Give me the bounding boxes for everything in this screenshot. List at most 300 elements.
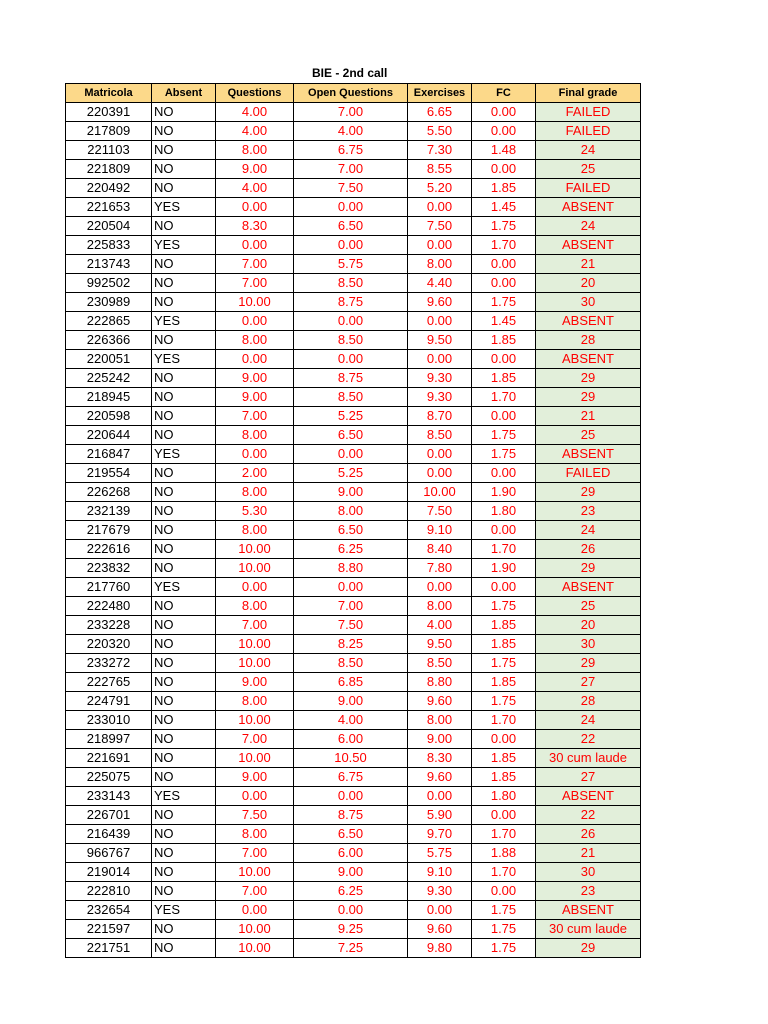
questions-cell: 10.00 [216,749,294,768]
exercises-cell: 9.00 [408,730,472,749]
final-grade-cell: 28 [536,331,641,350]
final-grade-cell: 25 [536,597,641,616]
matricola-cell: 226701 [66,806,152,825]
open-questions-cell: 6.75 [294,141,408,160]
questions-cell: 7.00 [216,616,294,635]
questions-cell: 4.00 [216,122,294,141]
open-questions-cell: 6.50 [294,825,408,844]
final-grade-cell: 25 [536,426,641,445]
questions-cell: 10.00 [216,559,294,578]
exercises-cell: 0.00 [408,236,472,255]
questions-cell: 8.00 [216,331,294,350]
absent-cell: NO [152,179,216,198]
open-questions-cell: 0.00 [294,901,408,920]
open-questions-cell: 8.50 [294,388,408,407]
open-questions-cell: 8.50 [294,274,408,293]
matricola-cell: 217679 [66,521,152,540]
matricola-cell: 233010 [66,711,152,730]
matricola-cell: 233228 [66,616,152,635]
questions-cell: 2.00 [216,464,294,483]
fc-cell: 0.00 [472,521,536,540]
absent-cell: NO [152,616,216,635]
absent-cell: YES [152,578,216,597]
final-grade-cell: 26 [536,825,641,844]
fc-cell: 1.85 [472,749,536,768]
column-header-absent: Absent [152,84,216,103]
fc-cell: 0.00 [472,122,536,141]
questions-cell: 8.00 [216,426,294,445]
open-questions-cell: 7.50 [294,616,408,635]
matricola-cell: 232139 [66,502,152,521]
matricola-cell: 233272 [66,654,152,673]
exercises-cell: 8.30 [408,749,472,768]
column-header-final-grade: Final grade [536,84,641,103]
table-row [66,654,641,673]
open-questions-cell: 8.50 [294,654,408,673]
table-row [66,901,641,920]
table-row [66,445,641,464]
table-row [66,255,641,274]
exercises-cell: 0.00 [408,198,472,217]
matricola-cell: 217809 [66,122,152,141]
questions-cell: 9.00 [216,673,294,692]
questions-cell: 10.00 [216,293,294,312]
final-grade-cell: 24 [536,141,641,160]
table-row [66,179,641,198]
open-questions-cell: 7.00 [294,597,408,616]
final-grade-cell: 22 [536,730,641,749]
final-grade-cell: ABSENT [536,312,641,331]
absent-cell: NO [152,825,216,844]
table-row [66,331,641,350]
table-row [66,407,641,426]
absent-cell: NO [152,255,216,274]
questions-cell: 0.00 [216,578,294,597]
final-grade-cell: 30 [536,635,641,654]
questions-cell: 9.00 [216,160,294,179]
table-row [66,521,641,540]
table-row [66,464,641,483]
open-questions-cell: 7.00 [294,103,408,122]
table-row [66,730,641,749]
absent-cell: YES [152,445,216,464]
fc-cell: 1.75 [472,939,536,958]
exercises-cell: 0.00 [408,445,472,464]
exercises-cell: 7.50 [408,217,472,236]
exercises-cell: 9.30 [408,882,472,901]
exercises-cell: 5.90 [408,806,472,825]
final-grade-cell: ABSENT [536,350,641,369]
questions-cell: 4.00 [216,103,294,122]
table-row [66,768,641,787]
exercises-cell: 0.00 [408,578,472,597]
questions-cell: 5.30 [216,502,294,521]
matricola-cell: 220320 [66,635,152,654]
open-questions-cell: 7.50 [294,179,408,198]
exercises-cell: 7.50 [408,502,472,521]
open-questions-cell: 8.75 [294,806,408,825]
questions-cell: 8.00 [216,692,294,711]
final-grade-cell: 29 [536,939,641,958]
exercises-cell: 10.00 [408,483,472,502]
open-questions-cell: 7.00 [294,160,408,179]
matricola-cell: 219014 [66,863,152,882]
final-grade-cell: 23 [536,882,641,901]
absent-cell: NO [152,141,216,160]
table-row [66,350,641,369]
column-header-exercises: Exercises [408,84,472,103]
fc-cell: 0.00 [472,103,536,122]
fc-cell: 1.75 [472,217,536,236]
table-body [66,103,641,958]
questions-cell: 7.00 [216,730,294,749]
final-grade-cell: 29 [536,654,641,673]
fc-cell: 1.48 [472,141,536,160]
exercises-cell: 8.00 [408,255,472,274]
matricola-cell: 225833 [66,236,152,255]
table-row [66,635,641,654]
absent-cell: NO [152,160,216,179]
table-row [66,711,641,730]
questions-cell: 7.00 [216,274,294,293]
exercises-cell: 8.80 [408,673,472,692]
table-row [66,939,641,958]
table-row [66,559,641,578]
matricola-cell: 223832 [66,559,152,578]
absent-cell: NO [152,103,216,122]
final-grade-cell: 20 [536,274,641,293]
open-questions-cell: 8.75 [294,369,408,388]
fc-cell: 1.85 [472,369,536,388]
open-questions-cell: 8.00 [294,502,408,521]
table-row [66,217,641,236]
matricola-cell: 220598 [66,407,152,426]
open-questions-cell: 6.75 [294,768,408,787]
final-grade-cell: 27 [536,768,641,787]
open-questions-cell: 0.00 [294,312,408,331]
table-row [66,578,641,597]
absent-cell: NO [152,559,216,578]
absent-cell: YES [152,198,216,217]
final-grade-cell: 24 [536,217,641,236]
open-questions-cell: 6.50 [294,426,408,445]
exercises-cell: 9.60 [408,768,472,787]
open-questions-cell: 8.50 [294,331,408,350]
open-questions-cell: 8.80 [294,559,408,578]
absent-cell: YES [152,787,216,806]
fc-cell: 0.00 [472,274,536,293]
matricola-cell: 220391 [66,103,152,122]
exercises-cell: 4.00 [408,616,472,635]
matricola-cell: 213743 [66,255,152,274]
absent-cell: NO [152,540,216,559]
fc-cell: 1.90 [472,483,536,502]
fc-cell: 1.75 [472,920,536,939]
fc-cell: 0.00 [472,160,536,179]
questions-cell: 10.00 [216,939,294,958]
open-questions-cell: 9.00 [294,863,408,882]
matricola-cell: 218945 [66,388,152,407]
absent-cell: NO [152,673,216,692]
final-grade-cell: 20 [536,616,641,635]
open-questions-cell: 7.25 [294,939,408,958]
questions-cell: 8.00 [216,521,294,540]
open-questions-cell: 6.00 [294,730,408,749]
fc-cell: 1.75 [472,293,536,312]
table-row [66,673,641,692]
matricola-cell: 221597 [66,920,152,939]
absent-cell: NO [152,768,216,787]
open-questions-cell: 5.75 [294,255,408,274]
questions-cell: 9.00 [216,388,294,407]
absent-cell: NO [152,882,216,901]
table-row [66,863,641,882]
final-grade-cell: ABSENT [536,901,641,920]
matricola-cell: 216847 [66,445,152,464]
open-questions-cell: 9.25 [294,920,408,939]
table-row [66,198,641,217]
exercises-cell: 8.00 [408,711,472,730]
matricola-cell: 221103 [66,141,152,160]
matricola-cell: 225242 [66,369,152,388]
final-grade-cell: 21 [536,255,641,274]
column-header-fc: FC [472,84,536,103]
questions-cell: 8.00 [216,483,294,502]
exercises-cell: 9.60 [408,692,472,711]
final-grade-cell: 27 [536,673,641,692]
final-grade-cell: 28 [536,692,641,711]
absent-cell: NO [152,692,216,711]
absent-cell: NO [152,369,216,388]
questions-cell: 10.00 [216,711,294,730]
final-grade-cell: FAILED [536,122,641,141]
table-row [66,597,641,616]
questions-cell: 7.00 [216,407,294,426]
matricola-cell: 220504 [66,217,152,236]
exercises-cell: 8.55 [408,160,472,179]
table-row [66,787,641,806]
fc-cell: 1.85 [472,768,536,787]
final-grade-cell: 21 [536,844,641,863]
table-row [66,749,641,768]
final-grade-cell: 30 cum laude [536,920,641,939]
absent-cell: NO [152,844,216,863]
open-questions-cell: 5.25 [294,464,408,483]
fc-cell: 1.85 [472,635,536,654]
matricola-cell: 221653 [66,198,152,217]
exercises-cell: 7.30 [408,141,472,160]
absent-cell: NO [152,749,216,768]
open-questions-cell: 0.00 [294,787,408,806]
absent-cell: NO [152,331,216,350]
final-grade-cell: ABSENT [536,445,641,464]
fc-cell: 1.75 [472,901,536,920]
fc-cell: 1.75 [472,654,536,673]
fc-cell: 1.88 [472,844,536,863]
open-questions-cell: 8.25 [294,635,408,654]
fc-cell: 1.45 [472,312,536,331]
questions-cell: 0.00 [216,901,294,920]
final-grade-cell: 29 [536,559,641,578]
fc-cell: 0.00 [472,730,536,749]
table-row [66,312,641,331]
exercises-cell: 9.30 [408,369,472,388]
questions-cell: 8.00 [216,825,294,844]
absent-cell: NO [152,635,216,654]
matricola-cell: 217760 [66,578,152,597]
absent-cell: NO [152,730,216,749]
final-grade-cell: 30 [536,863,641,882]
exercises-cell: 9.80 [408,939,472,958]
exercises-cell: 9.50 [408,635,472,654]
final-grade-cell: ABSENT [536,198,641,217]
matricola-cell: 226268 [66,483,152,502]
exercises-cell: 8.50 [408,654,472,673]
final-grade-cell: 24 [536,521,641,540]
absent-cell: NO [152,502,216,521]
questions-cell: 10.00 [216,654,294,673]
absent-cell: YES [152,312,216,331]
table-row [66,274,641,293]
open-questions-cell: 0.00 [294,578,408,597]
open-questions-cell: 9.00 [294,483,408,502]
fc-cell: 1.45 [472,198,536,217]
table-row [66,692,641,711]
questions-cell: 0.00 [216,236,294,255]
open-questions-cell: 4.00 [294,122,408,141]
table-row [66,369,641,388]
fc-cell: 1.85 [472,331,536,350]
matricola-cell: 225075 [66,768,152,787]
header-row [66,84,641,103]
absent-cell: NO [152,806,216,825]
final-grade-cell: 23 [536,502,641,521]
absent-cell: NO [152,217,216,236]
absent-cell: NO [152,293,216,312]
fc-cell: 1.85 [472,673,536,692]
questions-cell: 0.00 [216,445,294,464]
final-grade-cell: 22 [536,806,641,825]
exercises-cell: 9.10 [408,521,472,540]
table-row [66,293,641,312]
absent-cell: YES [152,901,216,920]
fc-cell: 1.70 [472,236,536,255]
table-row [66,806,641,825]
final-grade-cell: FAILED [536,464,641,483]
absent-cell: NO [152,122,216,141]
matricola-cell: 222616 [66,540,152,559]
fc-cell: 0.00 [472,464,536,483]
matricola-cell: 216439 [66,825,152,844]
absent-cell: YES [152,236,216,255]
page-title: BIE - 2nd call [312,66,388,80]
absent-cell: NO [152,863,216,882]
fc-cell: 0.00 [472,882,536,901]
exercises-cell: 8.50 [408,426,472,445]
matricola-cell: 232654 [66,901,152,920]
absent-cell: NO [152,939,216,958]
absent-cell: NO [152,920,216,939]
absent-cell: NO [152,274,216,293]
table-row [66,882,641,901]
exercises-cell: 0.00 [408,350,472,369]
fc-cell: 1.75 [472,597,536,616]
table-row [66,483,641,502]
final-grade-cell: 29 [536,483,641,502]
questions-cell: 4.00 [216,179,294,198]
final-grade-cell: ABSENT [536,578,641,597]
matricola-cell: 222865 [66,312,152,331]
exercises-cell: 4.40 [408,274,472,293]
questions-cell: 0.00 [216,787,294,806]
grades-table [65,83,641,958]
final-grade-cell: 24 [536,711,641,730]
matricola-cell: 220644 [66,426,152,445]
open-questions-cell: 0.00 [294,198,408,217]
open-questions-cell: 8.75 [294,293,408,312]
exercises-cell: 8.40 [408,540,472,559]
matricola-cell: 220051 [66,350,152,369]
questions-cell: 7.00 [216,844,294,863]
questions-cell: 9.00 [216,369,294,388]
fc-cell: 1.90 [472,559,536,578]
matricola-cell: 220492 [66,179,152,198]
column-header-open-questions: Open Questions [294,84,408,103]
fc-cell: 0.00 [472,350,536,369]
open-questions-cell: 6.50 [294,521,408,540]
table-row [66,388,641,407]
exercises-cell: 9.70 [408,825,472,844]
final-grade-cell: 26 [536,540,641,559]
exercises-cell: 0.00 [408,464,472,483]
matricola-cell: 224791 [66,692,152,711]
column-header-matricola: Matricola [66,84,152,103]
matricola-cell: 221691 [66,749,152,768]
questions-cell: 8.00 [216,141,294,160]
matricola-cell: 230989 [66,293,152,312]
open-questions-cell: 0.00 [294,236,408,255]
final-grade-cell: FAILED [536,179,641,198]
table-row [66,616,641,635]
exercises-cell: 6.65 [408,103,472,122]
table-row [66,920,641,939]
column-header-questions: Questions [216,84,294,103]
absent-cell: NO [152,654,216,673]
final-grade-cell: ABSENT [536,787,641,806]
open-questions-cell: 0.00 [294,445,408,464]
absent-cell: NO [152,521,216,540]
open-questions-cell: 6.00 [294,844,408,863]
exercises-cell: 7.80 [408,559,472,578]
table-row [66,141,641,160]
matricola-cell: 226366 [66,331,152,350]
exercises-cell: 5.50 [408,122,472,141]
open-questions-cell: 6.85 [294,673,408,692]
absent-cell: NO [152,464,216,483]
exercises-cell: 8.00 [408,597,472,616]
exercises-cell: 9.60 [408,920,472,939]
absent-cell: NO [152,388,216,407]
absent-cell: NO [152,483,216,502]
fc-cell: 0.00 [472,806,536,825]
questions-cell: 7.50 [216,806,294,825]
final-grade-cell: FAILED [536,103,641,122]
matricola-cell: 222810 [66,882,152,901]
table-row [66,540,641,559]
fc-cell: 1.80 [472,787,536,806]
table-row [66,825,641,844]
matricola-cell: 222765 [66,673,152,692]
